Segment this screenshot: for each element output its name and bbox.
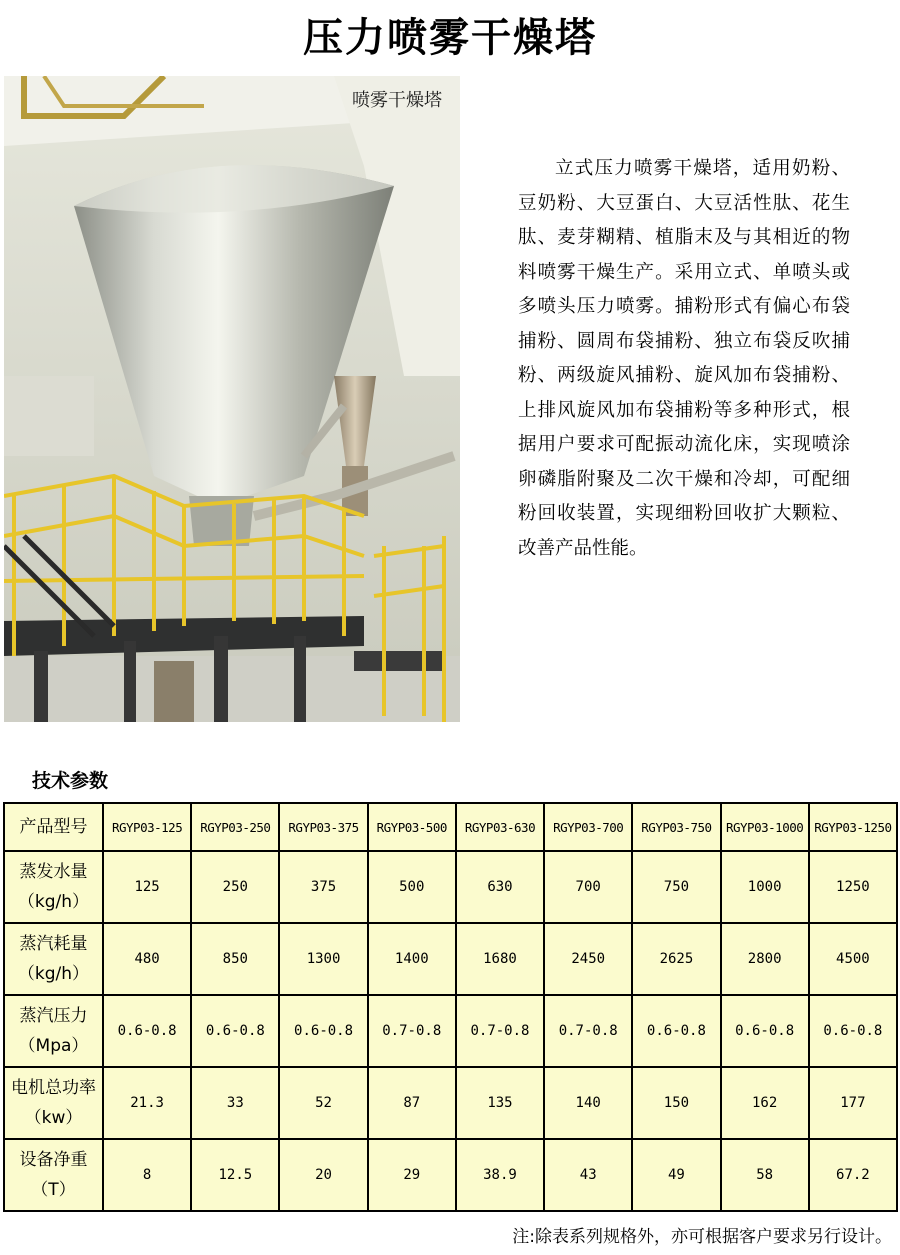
row-label: 设备净重 （T）: [4, 1139, 103, 1211]
model-header: RGYP03-250: [191, 803, 279, 851]
header-corner: 产品型号: [4, 803, 103, 851]
row-label: 电机总功率 （kw）: [4, 1067, 103, 1139]
table-cell: 125: [103, 851, 191, 923]
table-cell: 375: [279, 851, 367, 923]
table-cell: 87: [368, 1067, 456, 1139]
row-label: 蒸汽耗量 （kg/h）: [4, 923, 103, 995]
table-cell: 67.2: [809, 1139, 897, 1211]
spec-heading: 技术参数: [32, 770, 109, 792]
model-header: RGYP03-500: [368, 803, 456, 851]
table-cell: 162: [721, 1067, 809, 1139]
row-label: 蒸发水量 （kg/h）: [4, 851, 103, 923]
table-cell: 1300: [279, 923, 367, 995]
table-cell: 0.6-0.8: [279, 995, 367, 1067]
table-cell: 1400: [368, 923, 456, 995]
table-cell: 21.3: [103, 1067, 191, 1139]
table-row: [4, 1067, 897, 1139]
table-cell: 177: [809, 1067, 897, 1139]
table-cell: 20: [279, 1139, 367, 1211]
footnote: 注:除表系列规格外，亦可根据客户要求另行设计。: [512, 1227, 892, 1247]
table-cell: 1250: [809, 851, 897, 923]
table-cell: 52: [279, 1067, 367, 1139]
table-cell: 49: [632, 1139, 720, 1211]
table-cell: 0.6-0.8: [632, 995, 720, 1067]
model-header: RGYP03-630: [456, 803, 544, 851]
table-cell: 2800: [721, 923, 809, 995]
table-cell: 0.7-0.8: [456, 995, 544, 1067]
row-label: 蒸汽压力 （Mpa）: [4, 995, 103, 1067]
table-cell: 480: [103, 923, 191, 995]
table-cell: 750: [632, 851, 720, 923]
table-cell: 0.7-0.8: [368, 995, 456, 1067]
table-cell: 0.6-0.8: [809, 995, 897, 1067]
page-title: 压力喷雾干燥塔: [303, 15, 597, 61]
table-cell: 135: [456, 1067, 544, 1139]
model-header: RGYP03-700: [544, 803, 632, 851]
table-cell: 850: [191, 923, 279, 995]
table-row: [4, 923, 897, 995]
table-cell: 0.6-0.8: [191, 995, 279, 1067]
model-header: RGYP03-375: [279, 803, 367, 851]
table-cell: 630: [456, 851, 544, 923]
model-header: RGYP03-125: [103, 803, 191, 851]
table-cell: 0.6-0.8: [721, 995, 809, 1067]
table-cell: 12.5: [191, 1139, 279, 1211]
table-row: [4, 995, 897, 1067]
model-header: RGYP03-1250: [809, 803, 897, 851]
table-cell: 0.6-0.8: [103, 995, 191, 1067]
table-cell: 8: [103, 1139, 191, 1211]
table-row: [4, 851, 897, 923]
table-cell: 33: [191, 1067, 279, 1139]
model-header: RGYP03-750: [632, 803, 720, 851]
table-cell: 0.7-0.8: [544, 995, 632, 1067]
table-row: [4, 1139, 897, 1211]
table-cell: 2450: [544, 923, 632, 995]
table-cell: 29: [368, 1139, 456, 1211]
table-cell: 1680: [456, 923, 544, 995]
model-header: RGYP03-1000: [721, 803, 809, 851]
table-cell: 58: [721, 1139, 809, 1211]
table-cell: 700: [544, 851, 632, 923]
table-cell: 500: [368, 851, 456, 923]
table-cell: 140: [544, 1067, 632, 1139]
table-cell: 2625: [632, 923, 720, 995]
product-description: 立式压力喷雾干燥塔，适用奶粉、豆奶粉、大豆蛋白、大豆活性肽、花生肽、麦芽糊精、植脂末及与其相近的物料喷雾干燥生产。采用立式、单喷头或多喷头压力喷雾。捕粉形式有偏心布袋捕粉、圆周布袋捕粉、独立布袋反吹捕粉、两级旋风捕粉、旋风加布袋捕粉、上排风旋风加布袋捕粉等多种形式，根据用户要求可配振动流化床，实现喷涂卵磷脂附聚及二次干燥和冷却，可配细粉回收装置，实现细粉回收扩大颗粒、改善产品性能。: [518, 158, 850, 559]
table-cell: 4500: [809, 923, 897, 995]
photo-caption: 喷雾干燥塔: [352, 90, 442, 111]
table-cell: 250: [191, 851, 279, 923]
spec-table: [3, 802, 898, 1212]
product-photo: [4, 76, 460, 722]
table-header-row: [4, 803, 897, 851]
table-cell: 43: [544, 1139, 632, 1211]
table-cell: 1000: [721, 851, 809, 923]
table-cell: 38.9: [456, 1139, 544, 1211]
table-cell: 150: [632, 1067, 720, 1139]
